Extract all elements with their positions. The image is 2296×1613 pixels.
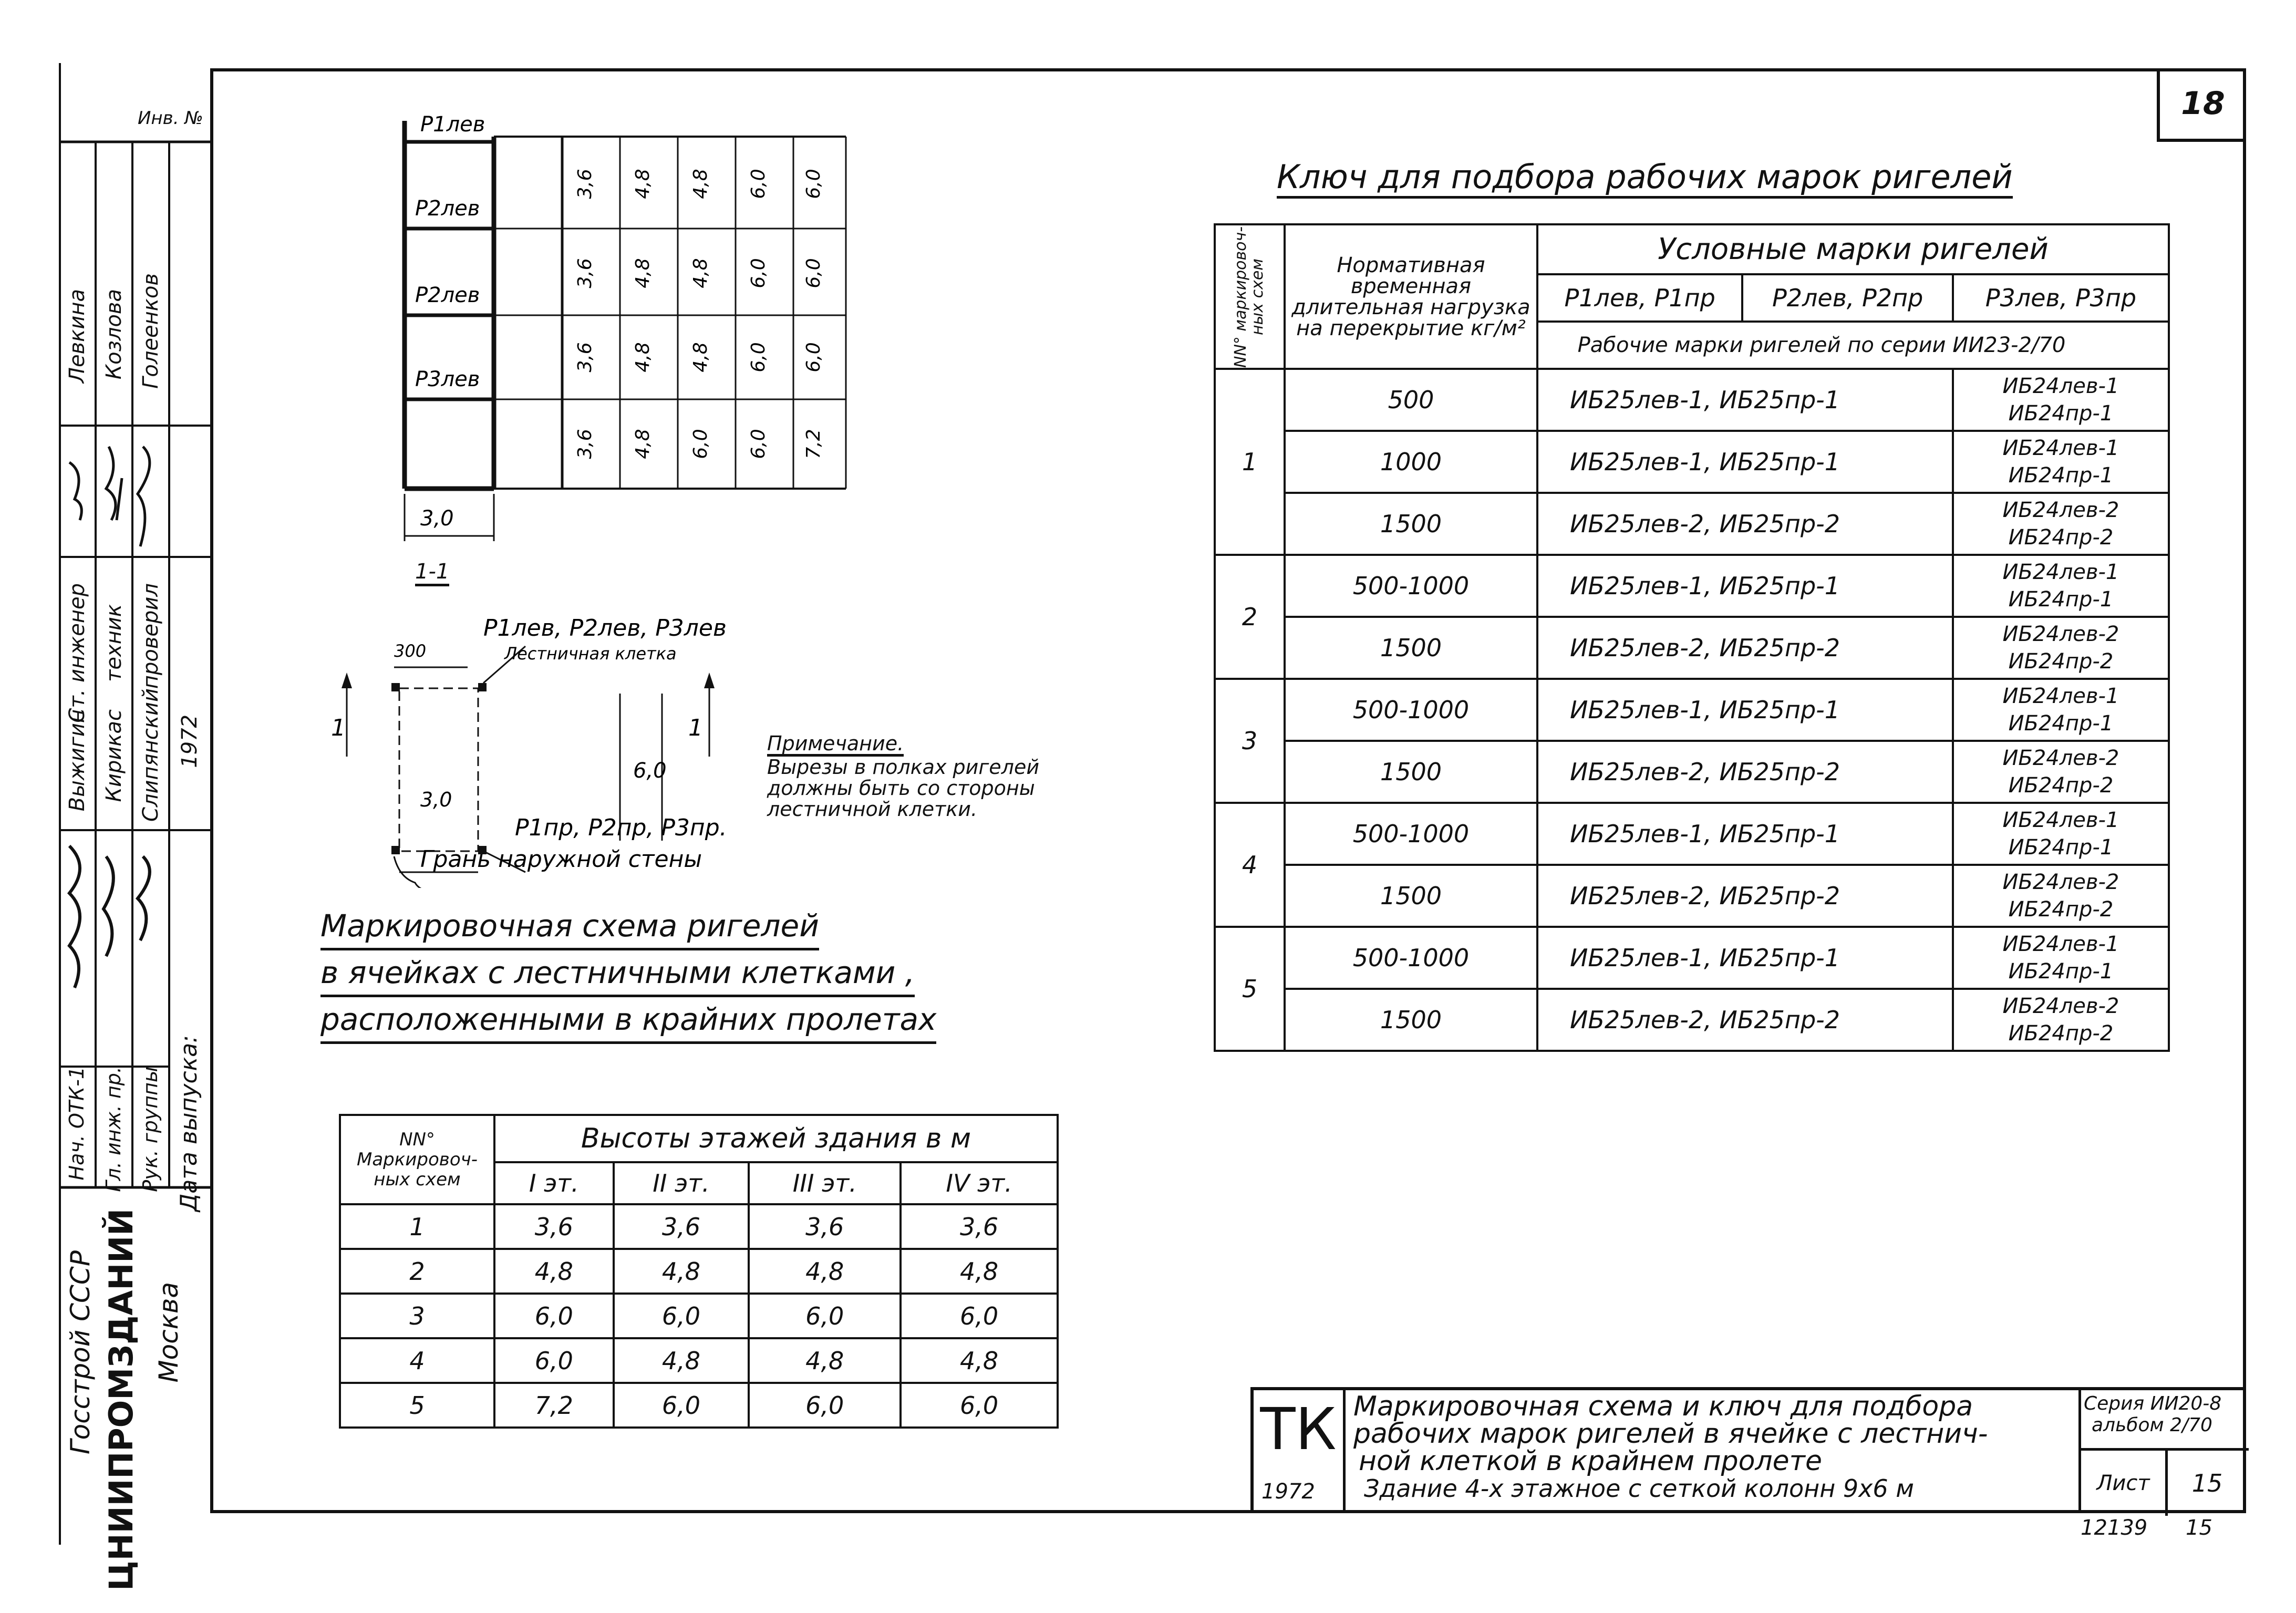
table-cell: 4,8 xyxy=(494,1249,614,1294)
key-header-cond: Условные марки ригелей xyxy=(1537,224,2169,274)
cell-line: ИБ24пр-2 xyxy=(2008,897,2114,922)
scheme-value: 4,8 xyxy=(632,342,654,373)
table-cell: 5 xyxy=(340,1383,494,1428)
role-7: техник xyxy=(102,604,126,682)
marking-title-line-3: расположенными в крайних пролетах xyxy=(320,997,936,1044)
table-cell xyxy=(1953,865,2169,927)
table-cell xyxy=(1953,803,2169,865)
title-logo: ТК xyxy=(1260,1395,1337,1463)
table-cell: 6,0 xyxy=(494,1294,614,1338)
role-1: Гл. инж. пр. xyxy=(102,1067,125,1192)
floor-1: I эт. xyxy=(494,1162,614,1204)
table-cell: 6,0 xyxy=(749,1294,901,1338)
key-table xyxy=(1214,223,2170,1052)
cell-line: ИБ24пр-1 xyxy=(2008,401,2114,426)
cell-line: ИБ24лев-1 xyxy=(2002,932,2119,956)
key-header-c2: Р2лев, Р2пр xyxy=(1742,274,1952,322)
scheme-value: 6,0 xyxy=(748,169,769,199)
cell-line: ИБ24пр-1 xyxy=(2008,463,2114,488)
title-line-3: ной клеткой в крайнем пролете xyxy=(1359,1445,1822,1477)
title-text xyxy=(1353,1393,2078,1502)
table-cell: ИБ25лев-2, ИБ25пр-2 xyxy=(1537,493,1953,555)
marking-scheme-drawing xyxy=(389,105,914,588)
table-cell: 4,8 xyxy=(614,1249,749,1294)
cell-line: ИБ24пр-1 xyxy=(2008,959,2114,984)
role-6: Ст. инженер xyxy=(65,583,89,723)
table-cell: 2 xyxy=(1215,555,1285,679)
table-row xyxy=(340,1383,1058,1428)
scheme-value: 4,8 xyxy=(632,169,654,199)
role-8: проверил xyxy=(139,583,163,689)
signatures xyxy=(59,121,211,1513)
table-row xyxy=(1215,369,2169,431)
table-row xyxy=(1215,555,2169,617)
table-cell: 3,6 xyxy=(749,1204,901,1249)
table-row xyxy=(1215,679,2169,741)
title-sheet-value: 15 xyxy=(2191,1469,2223,1497)
role-10: Кирикас xyxy=(102,709,126,802)
title-year: 1972 xyxy=(1261,1480,1315,1504)
table-cell: ИБ25лев-1, ИБ25пр-1 xyxy=(1537,555,1953,617)
table-cell: 3,6 xyxy=(494,1204,614,1249)
scheme-value: 3,6 xyxy=(574,169,596,199)
cell-line: ИБ24пр-1 xyxy=(2008,711,2114,736)
role-5: Голеенков xyxy=(139,273,163,389)
table-cell xyxy=(1953,369,2169,431)
cell-line: ИБ24лев-1 xyxy=(2002,560,2119,584)
title-logo-cell xyxy=(1254,1390,1346,1513)
table-cell: 1500 xyxy=(1285,865,1537,927)
table-cell: ИБ25лев-1, ИБ25пр-1 xyxy=(1537,927,1953,989)
role-9: Выжигин xyxy=(65,709,89,812)
table-cell: 3 xyxy=(340,1294,494,1338)
table-cell: 4,8 xyxy=(749,1249,901,1294)
table-row xyxy=(1215,989,2169,1051)
section-bottom-label: Р1пр, Р2пр, Р3пр. xyxy=(515,814,727,841)
table-row xyxy=(1215,927,2169,989)
scheme-value: 6,0 xyxy=(803,169,824,199)
table-row xyxy=(340,1249,1058,1294)
table-cell: 1000 xyxy=(1285,431,1537,493)
table-cell: 500-1000 xyxy=(1285,679,1537,741)
footer-code: 12139 xyxy=(2081,1516,2148,1540)
scheme-value: 3,6 xyxy=(574,342,596,373)
table-cell: ИБ25лев-2, ИБ25пр-2 xyxy=(1537,741,1953,803)
table-cell: 6,0 xyxy=(901,1383,1058,1428)
table-cell xyxy=(1953,927,2169,989)
section-marker-left: 1 xyxy=(331,715,346,741)
table-cell xyxy=(1953,493,2169,555)
key-header-c3: Р3лев, Р3пр xyxy=(1953,274,2169,322)
title-series: Серия ИИ20-8 xyxy=(2084,1393,2222,1414)
cell-line: ИБ24лев-2 xyxy=(2002,622,2119,646)
org-gosstroy: Госстрой СССР xyxy=(65,1250,96,1455)
scheme-label-4: Р3лев xyxy=(415,367,480,391)
cell-line: ИБ24пр-2 xyxy=(2008,525,2114,550)
marking-scheme-title xyxy=(320,904,936,1044)
heights-body xyxy=(340,1204,1058,1428)
footer-page: 15 xyxy=(2186,1516,2212,1540)
table-row xyxy=(1215,803,2169,865)
table-cell: ИБ25лев-2, ИБ25пр-2 xyxy=(1537,617,1953,679)
table-cell: 6,0 xyxy=(901,1294,1058,1338)
table-cell: 500-1000 xyxy=(1285,803,1537,865)
marking-title-line-2: в ячейках с лестничными клетками , xyxy=(320,950,915,997)
table-cell: 6,0 xyxy=(614,1383,749,1428)
scheme-value: 6,0 xyxy=(803,342,824,373)
role-11: Слипянский xyxy=(139,688,163,822)
note-line-1: Вырезы в полках ригелей xyxy=(767,756,1040,779)
scheme-value: 6,0 xyxy=(690,429,711,459)
table-cell: ИБ25лев-2, ИБ25пр-2 xyxy=(1537,865,1953,927)
role-0: Нач. ОТК-1 xyxy=(65,1067,88,1181)
table-cell: 6,0 xyxy=(749,1383,901,1428)
heights-header-main: Высоты этажей здания в м xyxy=(494,1115,1058,1162)
key-header-load: Нормативная временная длительная нагрузка на перекрытие кг/м² xyxy=(1285,224,1537,369)
scheme-value: 4,8 xyxy=(632,258,654,288)
scheme-value: 4,8 xyxy=(690,258,711,288)
title-sheet-value-cell xyxy=(2168,1451,2247,1516)
note-line-3: лестничной клетки. xyxy=(767,798,978,821)
scheme-value: 4,8 xyxy=(690,342,711,373)
table-row xyxy=(1215,493,2169,555)
table-cell: 4,8 xyxy=(749,1338,901,1383)
role-4: Козлова xyxy=(102,289,126,380)
title-sheet-row xyxy=(2081,1448,2249,1516)
role-2: Рук. группы xyxy=(139,1067,162,1192)
title-series-cell xyxy=(2078,1390,2249,1513)
scheme-label-3: Р2лев xyxy=(415,283,480,307)
key-header-work: Рабочие марки ригелей по серии ИИ23-2/70 xyxy=(1537,322,2169,369)
table-row xyxy=(340,1294,1058,1338)
key-header-num-text: NN° маркировоч- ных схем xyxy=(1232,225,1267,368)
table-cell: 500 xyxy=(1285,369,1537,431)
table-row xyxy=(340,1338,1058,1383)
table-cell: 500-1000 xyxy=(1285,555,1537,617)
cell-line: ИБ24пр-2 xyxy=(2008,649,2114,674)
table-cell: 4,8 xyxy=(901,1338,1058,1383)
section-drawing xyxy=(326,604,799,888)
scheme-value: 3,6 xyxy=(574,258,596,288)
table-cell: 1500 xyxy=(1285,741,1537,803)
section-dim-top: 300 xyxy=(394,641,427,661)
scheme-span: 3,0 xyxy=(420,506,454,531)
title-album: альбом 2/70 xyxy=(2092,1414,2212,1436)
stamp-year: 1972 xyxy=(178,715,202,768)
table-cell: 1 xyxy=(340,1204,494,1249)
floor-4: IV эт. xyxy=(901,1162,1058,1204)
date-label: Дата выпуска: xyxy=(175,1035,202,1212)
table-cell: 4,8 xyxy=(901,1249,1058,1294)
section-stair-label: Лестничная клетка xyxy=(504,644,677,664)
scheme-value: 6,0 xyxy=(748,258,769,288)
marking-title-line-1: Маркировочная схема ригелей xyxy=(320,904,819,950)
table-cell xyxy=(1953,617,2169,679)
table-cell: 4 xyxy=(1215,803,1285,927)
inv-label: Инв. № xyxy=(138,108,203,129)
cell-line: ИБ24пр-2 xyxy=(2008,773,2114,798)
section-dim-bottom: 3,0 xyxy=(420,788,452,811)
floor-2: II эт. xyxy=(614,1162,749,1204)
table-row xyxy=(340,1204,1058,1249)
scheme-value: 4,8 xyxy=(632,429,654,459)
title-line-2: рабочих марок ригелей в ячейке с лестнич- xyxy=(1353,1418,1988,1450)
org-cniipromzdaniy: ЦНИИПРОМЗДАНИЙ xyxy=(102,1208,140,1591)
scheme-label-1: Р1лев xyxy=(420,112,485,137)
key-body xyxy=(1215,369,2169,1051)
table-row xyxy=(1215,617,2169,679)
table-cell: 3,6 xyxy=(614,1204,749,1249)
table-cell xyxy=(1953,679,2169,741)
table-cell: 2 xyxy=(340,1249,494,1294)
table-row xyxy=(1215,431,2169,493)
role-3: Левкина xyxy=(65,289,89,384)
city: Москва xyxy=(153,1282,184,1383)
cell-line: ИБ24лев-1 xyxy=(2002,436,2119,460)
table-cell: 4,8 xyxy=(614,1338,749,1383)
cell-line: ИБ24лев-1 xyxy=(2002,374,2119,398)
title-sheet-label-cell xyxy=(2081,1451,2168,1516)
table-cell: ИБ25лев-1, ИБ25пр-1 xyxy=(1537,431,1953,493)
note-line-2: должны быть со стороны xyxy=(767,777,1035,800)
table-cell: ИБ25лев-2, ИБ25пр-2 xyxy=(1537,989,1953,1051)
scheme-label-2: Р2лев xyxy=(415,197,480,221)
table-cell: ИБ25лев-1, ИБ25пр-1 xyxy=(1537,679,1953,741)
table-cell: 3,6 xyxy=(901,1204,1058,1249)
cell-line: ИБ24лев-2 xyxy=(2002,746,2119,770)
table-cell: 6,0 xyxy=(614,1294,749,1338)
table-cell: 3 xyxy=(1215,679,1285,803)
section-dim-vert: 6,0 xyxy=(633,759,667,783)
table-cell: 6,0 xyxy=(494,1338,614,1383)
cell-line: ИБ24пр-2 xyxy=(2008,1021,2114,1046)
table-cell: ИБ25лев-1, ИБ25пр-1 xyxy=(1537,803,1953,865)
heights-header-num: NN° Маркировоч- ных схем xyxy=(340,1115,494,1204)
table-cell: 1 xyxy=(1215,369,1285,555)
table-cell: 4 xyxy=(340,1338,494,1383)
note-title: Примечание. xyxy=(767,733,904,757)
cell-line: ИБ24лев-2 xyxy=(2002,498,2119,522)
section-top-label: Р1лев, Р2лев, Р3лев xyxy=(483,615,727,642)
note xyxy=(767,733,1039,820)
scheme-value: 6,0 xyxy=(748,429,769,459)
table-cell: ИБ25лев-1, ИБ25пр-1 xyxy=(1537,369,1953,431)
left-stamp xyxy=(59,108,211,1591)
scheme-value: 6,0 xyxy=(803,258,824,288)
scheme-value: 6,0 xyxy=(748,342,769,373)
table-cell xyxy=(1953,555,2169,617)
table-cell: 500-1000 xyxy=(1285,927,1537,989)
floor-3: III эт. xyxy=(749,1162,901,1204)
title-line-4: Здание 4-х этажное с сеткой колонн 9х6 м xyxy=(1364,1474,1914,1503)
key-header-num xyxy=(1215,224,1285,369)
key-header-c1: Р1лев, Р1пр xyxy=(1537,274,1743,322)
table-row xyxy=(1215,741,2169,803)
title-sheet-label: Лист xyxy=(2096,1471,2150,1495)
table-cell: 1500 xyxy=(1285,617,1537,679)
scheme-value: 7,2 xyxy=(803,429,824,459)
cell-line: ИБ24лев-1 xyxy=(2002,808,2119,832)
table-cell: 7,2 xyxy=(494,1383,614,1428)
section-wall-label: Грань наружной стены xyxy=(420,846,702,873)
heights-table xyxy=(339,1114,1059,1429)
scheme-value: 4,8 xyxy=(690,169,711,199)
table-row xyxy=(1215,865,2169,927)
section-marker-right: 1 xyxy=(688,715,703,741)
scheme-value: 3,6 xyxy=(574,429,596,459)
sheet-number: 18 xyxy=(2181,85,2225,122)
scheme-values xyxy=(574,169,824,459)
key-title: Ключ для подбора рабочих марок ригелей xyxy=(1277,158,2013,199)
table-cell: 1500 xyxy=(1285,493,1537,555)
table-cell: 5 xyxy=(1215,927,1285,1051)
title-block xyxy=(1250,1387,2246,1513)
table-cell xyxy=(1953,989,2169,1051)
table-cell xyxy=(1953,741,2169,803)
section-title: 1-1 xyxy=(415,560,449,586)
cell-line: ИБ24пр-1 xyxy=(2008,587,2114,612)
cell-line: ИБ24пр-1 xyxy=(2008,835,2114,860)
cell-line: ИБ24лев-2 xyxy=(2002,994,2119,1018)
cell-line: ИБ24лев-1 xyxy=(2002,684,2119,708)
title-line-1: Маркировочная схема и ключ для подбора xyxy=(1353,1391,1973,1422)
sheet-number-box xyxy=(2157,68,2246,142)
table-cell: 1500 xyxy=(1285,989,1537,1051)
table-cell xyxy=(1953,431,2169,493)
cell-line: ИБ24лев-2 xyxy=(2002,870,2119,894)
